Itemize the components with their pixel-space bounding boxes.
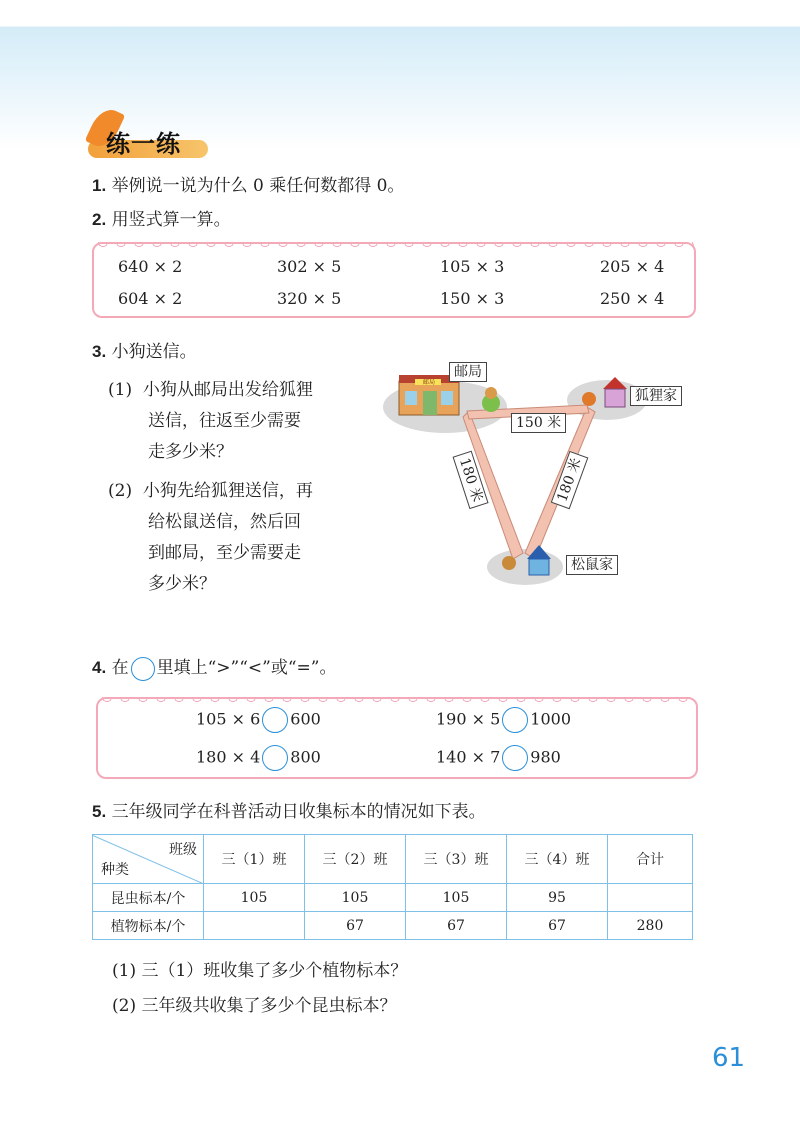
table-header: 三（3）班 bbox=[406, 835, 507, 884]
table-row bbox=[93, 912, 693, 940]
question-text: 用竖式算一算。 bbox=[111, 210, 231, 230]
fox-icon bbox=[582, 392, 596, 406]
subquestion-3-1 bbox=[108, 375, 313, 468]
table-cell: 280 bbox=[608, 912, 693, 940]
post-office-window bbox=[441, 391, 453, 405]
squirrel-island bbox=[487, 549, 563, 585]
label-distance-top: 150 米 bbox=[511, 413, 566, 433]
question-number: 2. bbox=[92, 210, 107, 229]
blank-circle-icon bbox=[131, 657, 155, 681]
question-2 bbox=[92, 205, 231, 230]
question-text: 举例说一说为什么 0 乘任何数都得 0。 bbox=[111, 176, 405, 196]
calc-item: 302 × 5 bbox=[277, 257, 342, 276]
compare-item bbox=[196, 745, 321, 771]
compare-expr: 140 × 7 bbox=[436, 747, 501, 767]
compare-value: 1000 bbox=[530, 709, 572, 729]
question-text: 三年级同学在科普活动日收集标本的情况如下表。 bbox=[111, 802, 486, 822]
post-office-window bbox=[405, 391, 417, 405]
compare-expr: 180 × 4 bbox=[196, 747, 261, 767]
question-number: 5. bbox=[92, 802, 107, 821]
wavy-edge bbox=[98, 697, 696, 705]
sub-number: (1) bbox=[108, 380, 133, 400]
compare-value: 800 bbox=[290, 747, 321, 767]
compare-item bbox=[436, 745, 561, 771]
post-sign-text: 邮局 bbox=[422, 379, 436, 386]
table-header-row bbox=[93, 835, 693, 884]
sub-line: 送信，往返至少需要 bbox=[148, 411, 301, 431]
question-3 bbox=[92, 337, 197, 362]
table-cell bbox=[608, 884, 693, 912]
question-4 bbox=[92, 653, 336, 681]
page-number: 61 bbox=[712, 1043, 746, 1073]
question-number: 1. bbox=[92, 176, 107, 195]
table-header: 三（4）班 bbox=[507, 835, 608, 884]
compare-expr: 105 × 6 bbox=[196, 709, 261, 729]
compare-box bbox=[96, 697, 698, 779]
label-post-office: 邮局 bbox=[449, 362, 487, 382]
table-corner-cell bbox=[93, 835, 204, 884]
table-header: 三（1）班 bbox=[204, 835, 305, 884]
calc-item: 205 × 4 bbox=[600, 257, 665, 276]
question-number: 4. bbox=[92, 658, 107, 677]
question-text-post: 里填上“>”“<”或“=”。 bbox=[156, 658, 337, 678]
answer-circle[interactable] bbox=[502, 745, 528, 771]
question-text: 小狗送信。 bbox=[111, 342, 197, 362]
calc-item: 250 × 4 bbox=[600, 289, 665, 308]
row-label: 昆虫标本/个 bbox=[93, 884, 204, 912]
table-header: 三（2）班 bbox=[305, 835, 406, 884]
calc-item: 604 × 2 bbox=[118, 289, 183, 308]
section-heading bbox=[88, 110, 218, 162]
question-5 bbox=[92, 797, 486, 822]
sub-line: 给松鼠送信，然后回 bbox=[148, 512, 301, 532]
label-squirrel-home: 松鼠家 bbox=[566, 555, 618, 575]
row-label: 植物标本/个 bbox=[93, 912, 204, 940]
compare-item bbox=[196, 707, 321, 733]
compare-item bbox=[436, 707, 571, 733]
answer-circle[interactable] bbox=[262, 745, 288, 771]
label-fox-home: 狐狸家 bbox=[630, 386, 682, 406]
table-cell: 105 bbox=[204, 884, 305, 912]
calc-item: 640 × 2 bbox=[118, 257, 183, 276]
subquestion-5-1: (1) 三（1）班收集了多少个植物标本？ bbox=[112, 961, 408, 981]
squirrel-icon bbox=[502, 556, 516, 570]
specimen-table bbox=[92, 834, 693, 940]
corner-label-class: 班级 bbox=[169, 842, 197, 858]
subquestion-3-2 bbox=[108, 476, 313, 600]
question-text-pre: 在 bbox=[111, 658, 129, 678]
answer-circle[interactable] bbox=[502, 707, 528, 733]
sub-line: 到邮局，至少需要走 bbox=[148, 543, 301, 563]
calc-item: 105 × 3 bbox=[440, 257, 505, 276]
table-cell: 67 bbox=[305, 912, 406, 940]
label-distance-left: 180 米 bbox=[453, 451, 489, 510]
subquestion-5-2: (2) 三年级共收集了多少个昆虫标本？ bbox=[112, 996, 397, 1016]
squirrel-house-icon bbox=[529, 559, 549, 575]
corner-label-kind: 种类 bbox=[101, 862, 129, 878]
sub-line: 走多少米？ bbox=[148, 442, 233, 462]
table-cell bbox=[204, 912, 305, 940]
compare-value: 600 bbox=[290, 709, 321, 729]
calc-item: 320 × 5 bbox=[277, 289, 342, 308]
answer-circle[interactable] bbox=[262, 707, 288, 733]
question-number: 3. bbox=[92, 342, 107, 361]
sub-line: 小狗从邮局出发给狐狸 bbox=[142, 380, 313, 400]
wavy-edge bbox=[94, 242, 694, 250]
sub-line: 小狗先给狐狸送信，再 bbox=[142, 481, 313, 501]
compare-expr: 190 × 5 bbox=[436, 709, 501, 729]
table-cell: 67 bbox=[507, 912, 608, 940]
table-cell: 67 bbox=[406, 912, 507, 940]
dog-head-icon bbox=[485, 387, 497, 399]
table-row bbox=[93, 884, 693, 912]
label-distance-right: 180 米 bbox=[551, 451, 589, 510]
heading-title: 练一练 bbox=[106, 130, 181, 158]
post-office-door bbox=[423, 391, 437, 415]
fox-house-icon bbox=[605, 389, 625, 407]
question-1 bbox=[92, 171, 404, 196]
table-cell: 105 bbox=[305, 884, 406, 912]
sub-number: (2) bbox=[108, 481, 133, 501]
calc-item: 150 × 3 bbox=[440, 289, 505, 308]
table-cell: 95 bbox=[507, 884, 608, 912]
compare-value: 980 bbox=[530, 747, 561, 767]
table-cell: 105 bbox=[406, 884, 507, 912]
table-header: 合计 bbox=[608, 835, 693, 884]
sub-line: 多少米？ bbox=[148, 574, 216, 594]
